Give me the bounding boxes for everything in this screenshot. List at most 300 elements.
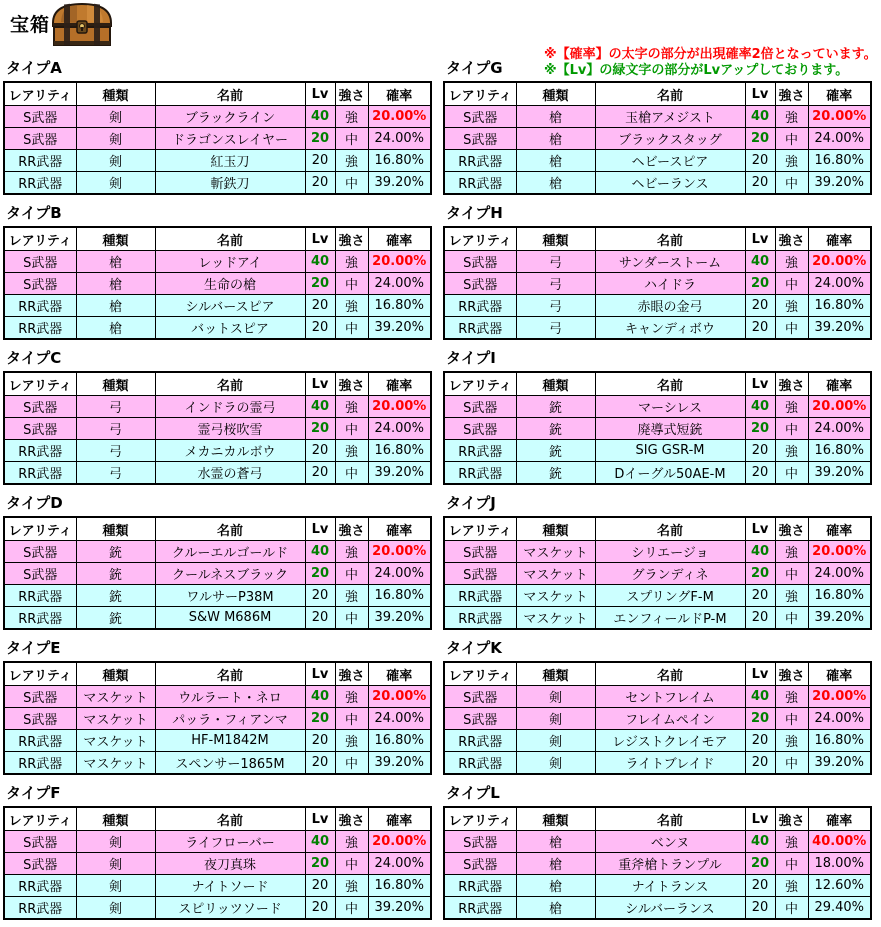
kind-cell: 銃: [76, 541, 155, 563]
table-row: [444, 831, 871, 853]
prob-cell: 39.20%: [808, 172, 871, 195]
lv-cell: 20: [745, 563, 775, 585]
type-block: [443, 782, 872, 920]
rarity-cell: S武器: [444, 831, 516, 853]
table-row: [444, 396, 871, 418]
column-header: レアリティ: [4, 662, 76, 686]
table-row: [4, 418, 431, 440]
prob-cell: 16.80%: [368, 150, 431, 172]
name-cell: Dイーグル50AE-M: [595, 462, 745, 485]
kind-cell: 剣: [516, 686, 595, 708]
table-row: [4, 106, 431, 128]
kind-cell: 剣: [76, 172, 155, 195]
strength-cell: 強: [335, 730, 368, 752]
rarity-cell: S武器: [444, 273, 516, 295]
column-header: 名前: [595, 82, 745, 106]
column-header: 強さ: [775, 372, 808, 396]
prob-cell: 20.00%: [808, 251, 871, 273]
type-label: タイプK: [446, 639, 502, 657]
rarity-cell: S武器: [4, 251, 76, 273]
strength-cell: 強: [775, 396, 808, 418]
column-header: 種類: [76, 82, 155, 106]
column-header: Lv: [745, 517, 775, 541]
notes: [544, 47, 877, 79]
table-row: [4, 317, 431, 340]
type-block: [443, 347, 872, 485]
prob-cell: 16.80%: [368, 585, 431, 607]
treasure-chest-icon: [49, 1, 115, 49]
name-cell: ワルサーP38M: [155, 585, 305, 607]
table-row: [4, 875, 431, 897]
kind-cell: 剣: [516, 752, 595, 775]
column-header: 種類: [76, 227, 155, 251]
rarity-cell: RR武器: [4, 440, 76, 462]
prob-cell: 24.00%: [808, 563, 871, 585]
strength-cell: 強: [775, 440, 808, 462]
column-header: 強さ: [335, 662, 368, 686]
prob-cell: 16.80%: [808, 295, 871, 317]
prob-cell: 20.00%: [368, 106, 431, 128]
column-header: 強さ: [335, 807, 368, 831]
lv-cell: 20: [305, 295, 335, 317]
name-cell: 赤眼の金弓: [595, 295, 745, 317]
name-cell: S&W M686M: [155, 607, 305, 630]
loot-table: [443, 516, 872, 630]
strength-cell: 強: [775, 106, 808, 128]
strength-cell: 強: [335, 251, 368, 273]
column-header: 強さ: [775, 807, 808, 831]
name-cell: ヘビースピア: [595, 150, 745, 172]
prob-cell: 39.20%: [368, 897, 431, 920]
lv-cell: 40: [305, 396, 335, 418]
rarity-cell: RR武器: [444, 150, 516, 172]
lv-cell: 40: [745, 686, 775, 708]
table-row: [444, 440, 871, 462]
kind-cell: マスケット: [516, 563, 595, 585]
strength-cell: 中: [335, 607, 368, 630]
table-row: [444, 730, 871, 752]
name-cell: ナイトランス: [595, 875, 745, 897]
lv-cell: 20: [305, 875, 335, 897]
rarity-cell: RR武器: [444, 730, 516, 752]
kind-cell: マスケット: [516, 541, 595, 563]
prob-cell: 20.00%: [368, 251, 431, 273]
table-row: [4, 251, 431, 273]
name-cell: 重斧槍トランプル: [595, 853, 745, 875]
strength-cell: 中: [775, 752, 808, 775]
strength-cell: 中: [775, 897, 808, 920]
prob-cell: 20.00%: [808, 686, 871, 708]
loot-table: [443, 806, 872, 920]
lv-cell: 20: [745, 752, 775, 775]
lv-cell: 20: [305, 752, 335, 775]
prob-cell: 24.00%: [368, 708, 431, 730]
column-header: 確率: [368, 517, 431, 541]
strength-cell: 強: [335, 440, 368, 462]
column-header: 確率: [368, 82, 431, 106]
column-header: 強さ: [335, 227, 368, 251]
kind-cell: 槍: [516, 150, 595, 172]
prob-cell: 24.00%: [368, 273, 431, 295]
column-header: 確率: [808, 517, 871, 541]
loot-table: [443, 81, 872, 195]
lv-cell: 20: [305, 853, 335, 875]
table-row: [4, 563, 431, 585]
column-header: レアリティ: [444, 227, 516, 251]
name-cell: 斬鉄刀: [155, 172, 305, 195]
rarity-cell: RR武器: [4, 897, 76, 920]
name-cell: フレイムペイン: [595, 708, 745, 730]
column-header: 名前: [595, 517, 745, 541]
column-header: 名前: [595, 807, 745, 831]
prob-cell: 20.00%: [368, 541, 431, 563]
loot-table: [3, 371, 432, 485]
column-header: 名前: [155, 517, 305, 541]
prob-cell: 39.20%: [368, 172, 431, 195]
table-row: [4, 462, 431, 485]
strength-cell: 強: [335, 585, 368, 607]
type-block: [3, 347, 432, 485]
lv-cell: 20: [305, 708, 335, 730]
kind-cell: マスケット: [76, 730, 155, 752]
name-cell: 生命の槍: [155, 273, 305, 295]
strength-cell: 中: [335, 418, 368, 440]
prob-cell: 29.40%: [808, 897, 871, 920]
strength-cell: 中: [775, 317, 808, 340]
name-cell: 水霊の蒼弓: [155, 462, 305, 485]
table-row: [444, 251, 871, 273]
lv-cell: 20: [305, 462, 335, 485]
strength-cell: 中: [335, 752, 368, 775]
prob-cell: 39.20%: [808, 752, 871, 775]
strength-cell: 強: [335, 396, 368, 418]
table-row: [4, 541, 431, 563]
table-row: [4, 897, 431, 920]
column-header: 種類: [76, 517, 155, 541]
lv-cell: 20: [745, 730, 775, 752]
column-header: レアリティ: [444, 372, 516, 396]
table-row: [4, 831, 431, 853]
lv-cell: 20: [305, 172, 335, 195]
prob-cell: 24.00%: [808, 128, 871, 150]
column-header: 強さ: [335, 372, 368, 396]
strength-cell: 強: [335, 150, 368, 172]
rarity-cell: S武器: [4, 686, 76, 708]
column-header: 種類: [76, 662, 155, 686]
type-label: タイプC: [6, 349, 62, 367]
column-header: 確率: [368, 372, 431, 396]
column-header: 名前: [595, 662, 745, 686]
column-header: 確率: [808, 372, 871, 396]
lv-cell: 40: [305, 541, 335, 563]
lv-cell: 20: [745, 440, 775, 462]
tables-grid: [0, 57, 881, 927]
name-cell: ハイドラ: [595, 273, 745, 295]
column-header: 名前: [155, 372, 305, 396]
kind-cell: 槍: [76, 251, 155, 273]
loot-table: [3, 661, 432, 775]
rarity-cell: RR武器: [444, 875, 516, 897]
lv-cell: 20: [745, 607, 775, 630]
strength-cell: 中: [335, 897, 368, 920]
name-cell: メカニカルボウ: [155, 440, 305, 462]
column-header: レアリティ: [444, 662, 516, 686]
rarity-cell: RR武器: [444, 897, 516, 920]
rarity-cell: S武器: [444, 128, 516, 150]
prob-cell: 24.00%: [808, 273, 871, 295]
prob-cell: 20.00%: [368, 831, 431, 853]
column-header: 強さ: [775, 227, 808, 251]
strength-cell: 強: [335, 831, 368, 853]
strength-cell: 強: [775, 295, 808, 317]
prob-cell: 24.00%: [368, 563, 431, 585]
column-header: 種類: [76, 372, 155, 396]
type-label: タイプA: [6, 59, 62, 77]
column-header: 種類: [76, 807, 155, 831]
rarity-cell: RR武器: [4, 730, 76, 752]
type-label: タイプL: [446, 784, 500, 802]
table-row: [444, 106, 871, 128]
type-block: [3, 57, 432, 195]
type-label: タイプH: [446, 204, 503, 222]
table-row: [4, 440, 431, 462]
strength-cell: 中: [335, 273, 368, 295]
kind-cell: 剣: [76, 150, 155, 172]
rarity-cell: S武器: [4, 541, 76, 563]
lv-cell: 40: [745, 396, 775, 418]
column-header: Lv: [745, 807, 775, 831]
prob-cell: 16.80%: [808, 730, 871, 752]
name-cell: サンダーストーム: [595, 251, 745, 273]
strength-cell: 強: [335, 541, 368, 563]
kind-cell: 槍: [516, 875, 595, 897]
prob-cell: 24.00%: [808, 418, 871, 440]
column-header: レアリティ: [4, 227, 76, 251]
rarity-cell: RR武器: [444, 462, 516, 485]
column-header: Lv: [305, 807, 335, 831]
lv-cell: 20: [305, 730, 335, 752]
prob-cell: 39.20%: [368, 462, 431, 485]
column-header: 名前: [155, 662, 305, 686]
column-header: 名前: [155, 82, 305, 106]
strength-cell: 中: [335, 708, 368, 730]
kind-cell: 槍: [76, 317, 155, 340]
name-cell: シリエージョ: [595, 541, 745, 563]
name-cell: ナイトソード: [155, 875, 305, 897]
lv-cell: 20: [305, 897, 335, 920]
note-lv-up: ※【Lv】の緑文字の部分がLvアップしております。: [544, 63, 849, 78]
table-row: [4, 150, 431, 172]
loot-table: [3, 806, 432, 920]
type-label: タイプI: [446, 349, 496, 367]
kind-cell: 弓: [76, 396, 155, 418]
loot-table: [3, 516, 432, 630]
type-block: [443, 202, 872, 340]
kind-cell: 弓: [76, 462, 155, 485]
loot-table: [443, 371, 872, 485]
column-header: レアリティ: [444, 82, 516, 106]
kind-cell: 槍: [76, 295, 155, 317]
name-cell: 夜刀真珠: [155, 853, 305, 875]
name-cell: ブラックスタッグ: [595, 128, 745, 150]
kind-cell: 銃: [516, 418, 595, 440]
rarity-cell: RR武器: [444, 172, 516, 195]
column-header: 種類: [516, 807, 595, 831]
name-cell: ブラックライン: [155, 106, 305, 128]
kind-cell: 槍: [516, 853, 595, 875]
kind-cell: 剣: [76, 106, 155, 128]
table-row: [444, 541, 871, 563]
prob-cell: 40.00%: [808, 831, 871, 853]
name-cell: パッラ・フィアンマ: [155, 708, 305, 730]
column-header: 強さ: [335, 82, 368, 106]
rarity-cell: RR武器: [4, 172, 76, 195]
column-header: 種類: [516, 517, 595, 541]
column-header: 名前: [595, 372, 745, 396]
lv-cell: 20: [305, 317, 335, 340]
lv-cell: 20: [745, 875, 775, 897]
column-header: Lv: [305, 372, 335, 396]
name-cell: ウルラート・ネロ: [155, 686, 305, 708]
name-cell: ヘビーランス: [595, 172, 745, 195]
name-cell: シルバースピア: [155, 295, 305, 317]
rarity-cell: RR武器: [4, 752, 76, 775]
loot-table: [443, 226, 872, 340]
rarity-cell: S武器: [4, 128, 76, 150]
table-row: [4, 585, 431, 607]
prob-cell: 39.20%: [368, 752, 431, 775]
prob-cell: 20.00%: [808, 541, 871, 563]
column-header: 確率: [368, 227, 431, 251]
column-header: Lv: [305, 517, 335, 541]
lv-cell: 40: [305, 106, 335, 128]
right-column: [443, 57, 872, 927]
name-cell: シルバーランス: [595, 897, 745, 920]
rarity-cell: S武器: [4, 853, 76, 875]
loot-table: [3, 81, 432, 195]
lv-cell: 20: [305, 128, 335, 150]
column-header: 種類: [516, 372, 595, 396]
name-cell: レジストクレイモア: [595, 730, 745, 752]
lv-cell: 20: [305, 607, 335, 630]
lv-cell: 20: [305, 440, 335, 462]
kind-cell: 銃: [76, 585, 155, 607]
type-block: [3, 492, 432, 630]
rarity-cell: S武器: [4, 396, 76, 418]
column-header: レアリティ: [4, 82, 76, 106]
lv-cell: 20: [745, 150, 775, 172]
lv-cell: 20: [745, 418, 775, 440]
lv-cell: 20: [745, 317, 775, 340]
kind-cell: 弓: [516, 317, 595, 340]
name-cell: スピリッツソード: [155, 897, 305, 920]
table-row: [444, 686, 871, 708]
kind-cell: 弓: [76, 418, 155, 440]
type-label: タイプJ: [446, 494, 496, 512]
lv-cell: 20: [745, 273, 775, 295]
column-header: 種類: [516, 662, 595, 686]
rarity-cell: RR武器: [444, 440, 516, 462]
column-header: 強さ: [775, 517, 808, 541]
lv-cell: 40: [305, 251, 335, 273]
prob-cell: 20.00%: [808, 106, 871, 128]
strength-cell: 強: [335, 686, 368, 708]
strength-cell: 強: [335, 875, 368, 897]
name-cell: セントフレイム: [595, 686, 745, 708]
strength-cell: 強: [335, 295, 368, 317]
column-header: 強さ: [775, 662, 808, 686]
name-cell: 廃導式短銃: [595, 418, 745, 440]
column-header: 強さ: [775, 82, 808, 106]
lv-cell: 20: [305, 563, 335, 585]
name-cell: SIG GSR-M: [595, 440, 745, 462]
column-header: 名前: [155, 807, 305, 831]
lv-cell: 20: [745, 585, 775, 607]
strength-cell: 中: [335, 563, 368, 585]
kind-cell: 弓: [516, 295, 595, 317]
lv-cell: 20: [745, 708, 775, 730]
rarity-cell: S武器: [444, 418, 516, 440]
name-cell: スペンサー1865M: [155, 752, 305, 775]
table-row: [4, 128, 431, 150]
kind-cell: マスケット: [516, 607, 595, 630]
kind-cell: 銃: [76, 607, 155, 630]
prob-cell: 39.20%: [368, 317, 431, 340]
column-header: 種類: [516, 227, 595, 251]
lv-cell: 20: [745, 128, 775, 150]
name-cell: ライフローバー: [155, 831, 305, 853]
type-label: タイプF: [6, 784, 61, 802]
lv-cell: 20: [305, 585, 335, 607]
lv-cell: 40: [305, 686, 335, 708]
lv-cell: 20: [305, 273, 335, 295]
column-header: 確率: [808, 807, 871, 831]
rarity-cell: S武器: [444, 853, 516, 875]
rarity-cell: S武器: [4, 106, 76, 128]
column-header: 確率: [368, 662, 431, 686]
strength-cell: 中: [775, 172, 808, 195]
kind-cell: 銃: [76, 563, 155, 585]
kind-cell: 弓: [76, 440, 155, 462]
strength-cell: 強: [775, 686, 808, 708]
table-row: [4, 708, 431, 730]
prob-cell: 16.80%: [808, 585, 871, 607]
column-header: Lv: [745, 82, 775, 106]
rarity-cell: S武器: [444, 106, 516, 128]
strength-cell: 中: [775, 563, 808, 585]
column-header: Lv: [305, 82, 335, 106]
strength-cell: 中: [335, 317, 368, 340]
lv-cell: 20: [305, 418, 335, 440]
lv-cell: 20: [745, 462, 775, 485]
kind-cell: 銃: [516, 462, 595, 485]
rarity-cell: RR武器: [4, 150, 76, 172]
type-label: タイプD: [6, 494, 63, 512]
table-row: [444, 295, 871, 317]
kind-cell: マスケット: [76, 686, 155, 708]
name-cell: インドラの霊弓: [155, 396, 305, 418]
table-row: [4, 686, 431, 708]
prob-cell: 39.20%: [808, 607, 871, 630]
loot-table: [443, 661, 872, 775]
column-header: Lv: [745, 662, 775, 686]
table-row: [444, 853, 871, 875]
prob-cell: 16.80%: [368, 875, 431, 897]
table-row: [4, 172, 431, 195]
column-header: Lv: [745, 372, 775, 396]
prob-cell: 39.20%: [808, 462, 871, 485]
kind-cell: 剣: [76, 853, 155, 875]
